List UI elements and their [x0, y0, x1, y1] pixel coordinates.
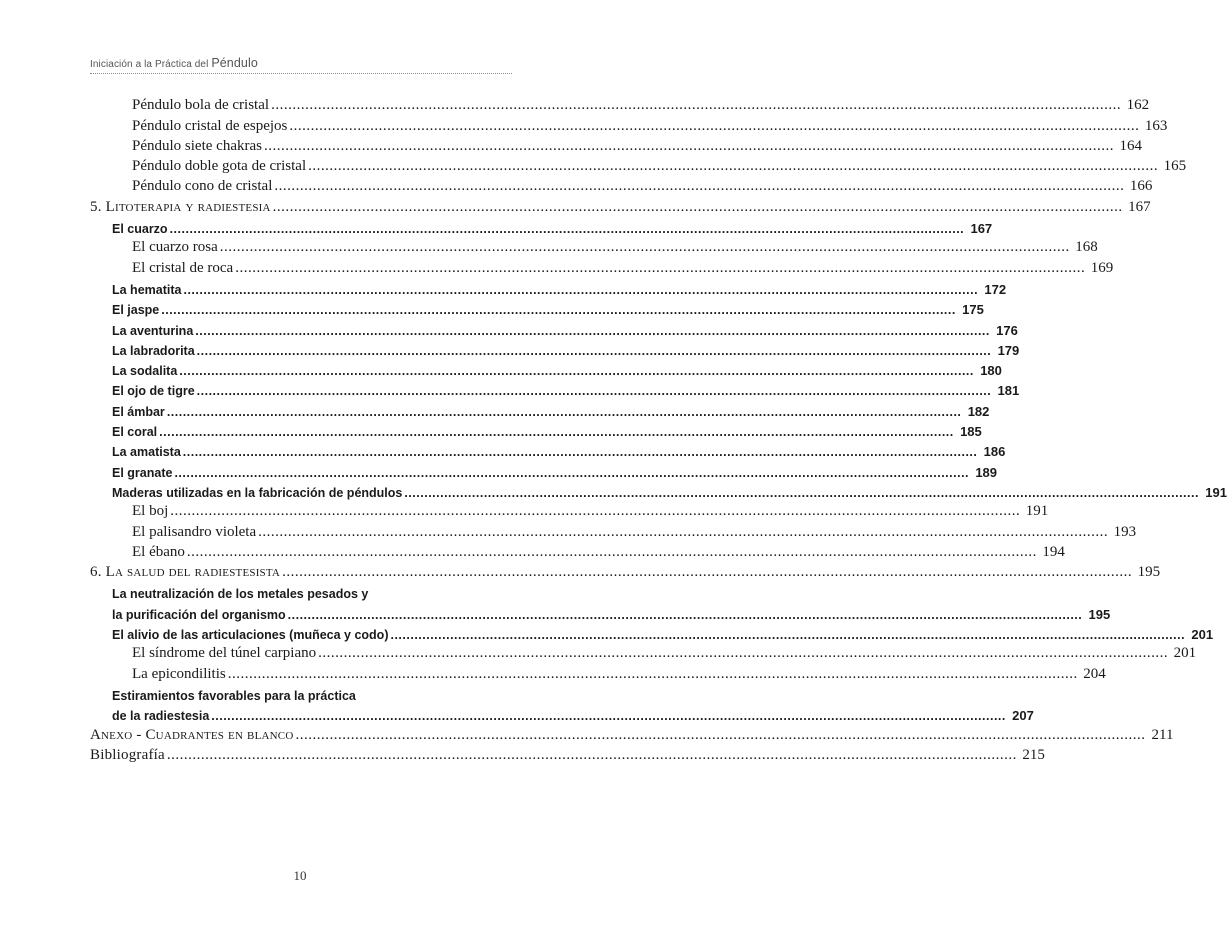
toc-entry-page: 201	[1191, 627, 1214, 643]
toc-entry-title: La labradorita	[112, 343, 195, 358]
toc-entry-title: Bibliografía	[90, 746, 165, 763]
toc-subsection	[90, 541, 1065, 561]
toc-subsection	[90, 520, 1137, 540]
toc-leader-dots: ........................................................................................................................................................................................................	[166, 404, 962, 419]
toc-leader-dots: ........................................................................................................................................................................................................	[195, 323, 990, 338]
toc-chapter	[90, 561, 1161, 581]
toc-entry-page: 186	[983, 444, 1006, 460]
toc-entry-page: 168	[1075, 239, 1098, 256]
toc-entry-title: El coral	[112, 425, 158, 440]
toc-leader-dots: ........................................................................................................................................................................................................	[390, 628, 1186, 643]
toc-leader-dots: ........................................................................................................................................................................................................	[271, 97, 1122, 114]
toc-leader-dots: ........................................................................................................................................................................................................	[274, 178, 1125, 195]
toc-entry-title: la purificación del organismo	[112, 607, 286, 622]
toc-entry-title: El palisandro violeta	[132, 523, 257, 540]
toc-entry-page: 189	[975, 464, 998, 480]
toc-leader-dots: ........................................................................................................................................................................................................	[169, 222, 965, 237]
toc-entry-page: 211	[1151, 726, 1174, 743]
toc-entry-page: 169	[1090, 259, 1114, 276]
toc-entry-page: 176	[996, 322, 1018, 338]
toc-entry-title: Maderas utilizadas en la fabricación de péndulos	[112, 485, 403, 500]
toc-entry-page: 191	[1025, 503, 1049, 520]
toc-entry-title: Péndulo doble gota de cristal	[132, 158, 307, 175]
toc-section	[90, 338, 1020, 358]
toc-subsection	[90, 642, 1197, 662]
toc-entry-page: 207	[1012, 708, 1034, 724]
toc-subsection	[90, 135, 1142, 155]
toc-entry-title: de la radiestesia	[112, 709, 210, 724]
toc-entry-continuation: La neutralización de los metales pesados y	[112, 587, 369, 602]
table-of-contents	[90, 94, 1227, 764]
toc-entry-page: 164	[1119, 137, 1142, 154]
toc-entry-title: La aventurina	[112, 323, 194, 338]
toc-leader-dots: ........................................................................................................................................................................................................	[159, 425, 954, 440]
toc-entry-title: La hematita	[112, 282, 182, 297]
toc-entry-title: 5. Litoterapia y radiestesia	[90, 198, 271, 215]
toc-leader-dots: ........................................................................................................................................................................................................	[295, 726, 1146, 743]
page-number: 10	[293, 868, 307, 883]
toc-entry-title: El alivio de las articulaciones (muñeca y codo)	[112, 628, 389, 643]
toc-chapter	[90, 723, 1174, 743]
toc-leader-dots: ........................................................................................................................................................................................................	[235, 259, 1086, 276]
toc-leader-dots: ........................................................................................................................................................................................................	[170, 503, 1021, 520]
toc-leader-dots: ........................................................................................................................................................................................................	[196, 384, 992, 399]
toc-subsection	[90, 94, 1150, 114]
toc-leader-dots: ........................................................................................................................................................................................................	[263, 137, 1114, 154]
toc-leader-dots: ........................................................................................................................................................................................................	[272, 198, 1123, 215]
toc-subsection	[90, 114, 1168, 134]
toc-entry-page: 204	[1083, 665, 1106, 682]
toc-leader-dots: ........................................................................................................................................................................................................	[161, 303, 956, 318]
toc-section	[90, 378, 1020, 399]
toc-section	[90, 622, 1214, 643]
toc-section	[90, 601, 1111, 622]
toc-entry-page: 191	[1205, 484, 1227, 500]
toc-entry-title: La amatista	[112, 445, 181, 460]
toc-subsection	[90, 236, 1098, 256]
toc-section	[90, 277, 1007, 297]
toc-entry-page: 172	[984, 281, 1007, 297]
toc-entry-page: 215	[1022, 746, 1045, 763]
running-header-text: Iniciación a la Práctica del	[90, 59, 209, 70]
toc-leader-dots: ........................................................................................................................................................................................................	[289, 117, 1140, 134]
toc-entry-page: 195	[1137, 564, 1161, 581]
toc-leader-dots: ........................................................................................................................................................................................................	[186, 543, 1037, 560]
toc-leader-dots: ........................................................................................................................................................................................................	[404, 485, 1199, 500]
toc-leader-dots: ........................................................................................................................................................................................................	[308, 158, 1159, 175]
running-header-title: Péndulo	[211, 56, 258, 70]
header-dotted-rule	[90, 73, 512, 74]
toc-entry-title: Péndulo cono de cristal	[132, 178, 273, 195]
toc-leader-dots: ........................................................................................................................................................................................................	[258, 523, 1109, 540]
toc-section	[90, 317, 1018, 338]
toc-leader-dots: ........................................................................................................................................................................................................	[219, 239, 1070, 256]
toc-entry-page: 180	[980, 363, 1002, 379]
toc-chapter	[90, 744, 1045, 764]
toc-leader-dots: ........................................................................................................................................................................................................	[196, 343, 992, 358]
toc-entry-page: 181	[997, 383, 1020, 399]
toc-subsection	[90, 500, 1049, 520]
toc-entry-title: El ojo de tigre	[112, 384, 195, 399]
toc-leader-dots: ........................................................................................................................................................................................................	[287, 607, 1083, 622]
toc-section	[90, 216, 993, 237]
toc-entry-page: 182	[967, 403, 990, 419]
toc-entry-title: La sodalita	[112, 364, 178, 379]
toc-entry-title: El cristal de roca	[132, 259, 234, 276]
toc-chapter	[90, 195, 1151, 215]
toc-section	[90, 297, 984, 318]
toc-entry-page: 201	[1173, 645, 1197, 662]
toc-entry-page: 167	[970, 221, 993, 237]
toc-entry-title: Anexo - Cuadrantes en blanco	[90, 726, 294, 743]
toc-entry-page: 167	[1128, 198, 1151, 215]
toc-entry-title: El cuarzo	[112, 222, 168, 237]
toc-entry-title: Péndulo bola de cristal	[132, 97, 270, 114]
toc-entry-title: El cuarzo rosa	[132, 239, 218, 256]
toc-leader-dots: ........................................................................................................................................................................................................	[179, 364, 974, 379]
toc-leader-dots: ........................................................................................................................................................................................................	[166, 746, 1017, 763]
toc-section	[90, 459, 998, 480]
toc-subsection	[90, 175, 1153, 195]
toc-entry-title: El jaspe	[112, 303, 160, 318]
toc-section	[90, 358, 1002, 379]
toc-section	[90, 703, 1034, 724]
running-header	[90, 56, 520, 70]
toc-subsection	[90, 256, 1114, 276]
toc-section	[90, 419, 982, 440]
toc-leader-dots: ........................................................................................................................................................................................................	[211, 709, 1006, 724]
toc-leader-dots: ........................................................................................................................................................................................................	[282, 564, 1133, 581]
toc-entry-page: 166	[1129, 178, 1153, 195]
toc-section	[90, 439, 1006, 460]
toc-entry-page: 193	[1113, 523, 1137, 540]
toc-leader-dots: ........................................................................................................................................................................................................	[174, 465, 970, 480]
toc-entry-title: El ébano	[132, 543, 185, 560]
toc-entry-page: 179	[997, 342, 1020, 358]
toc-entry-title: El boj	[132, 503, 169, 520]
toc-entry-title: Péndulo cristal de espejos	[132, 117, 288, 134]
toc-entry-continuation: Estiramientos favorables para la práctica	[112, 688, 356, 703]
toc-entry-page: 165	[1163, 158, 1187, 175]
toc-leader-dots: ........................................................................................................................................................................................................	[318, 645, 1169, 662]
toc-section	[90, 398, 990, 419]
toc-entry-page: 175	[962, 302, 984, 318]
toc-leader-dots: ........................................................................................................................................................................................................	[182, 445, 978, 460]
toc-leader-dots: ........................................................................................................................................................................................................	[183, 282, 979, 297]
toc-section	[90, 480, 1227, 500]
toc-entry-page: 185	[960, 424, 982, 440]
toc-entry-title: El síndrome del túnel carpiano	[132, 645, 317, 662]
toc-entry-page: 195	[1088, 606, 1111, 622]
toc-entry-title: La epicondilitis	[132, 665, 226, 682]
toc-entry-page: 194	[1042, 543, 1065, 560]
toc-entry-page: 162	[1126, 97, 1150, 114]
toc-entry-title: El granate	[112, 465, 173, 480]
toc-subsection	[90, 662, 1106, 682]
toc-subsection	[90, 155, 1187, 175]
toc-entry-title: El ámbar	[112, 404, 165, 419]
toc-entry-title: 6. La salud del radiestesista	[90, 564, 281, 581]
toc-entry-title: Péndulo siete chakras	[132, 137, 262, 154]
toc-entry-page: 163	[1144, 117, 1168, 134]
toc-leader-dots: ........................................................................................................................................................................................................	[227, 665, 1078, 682]
